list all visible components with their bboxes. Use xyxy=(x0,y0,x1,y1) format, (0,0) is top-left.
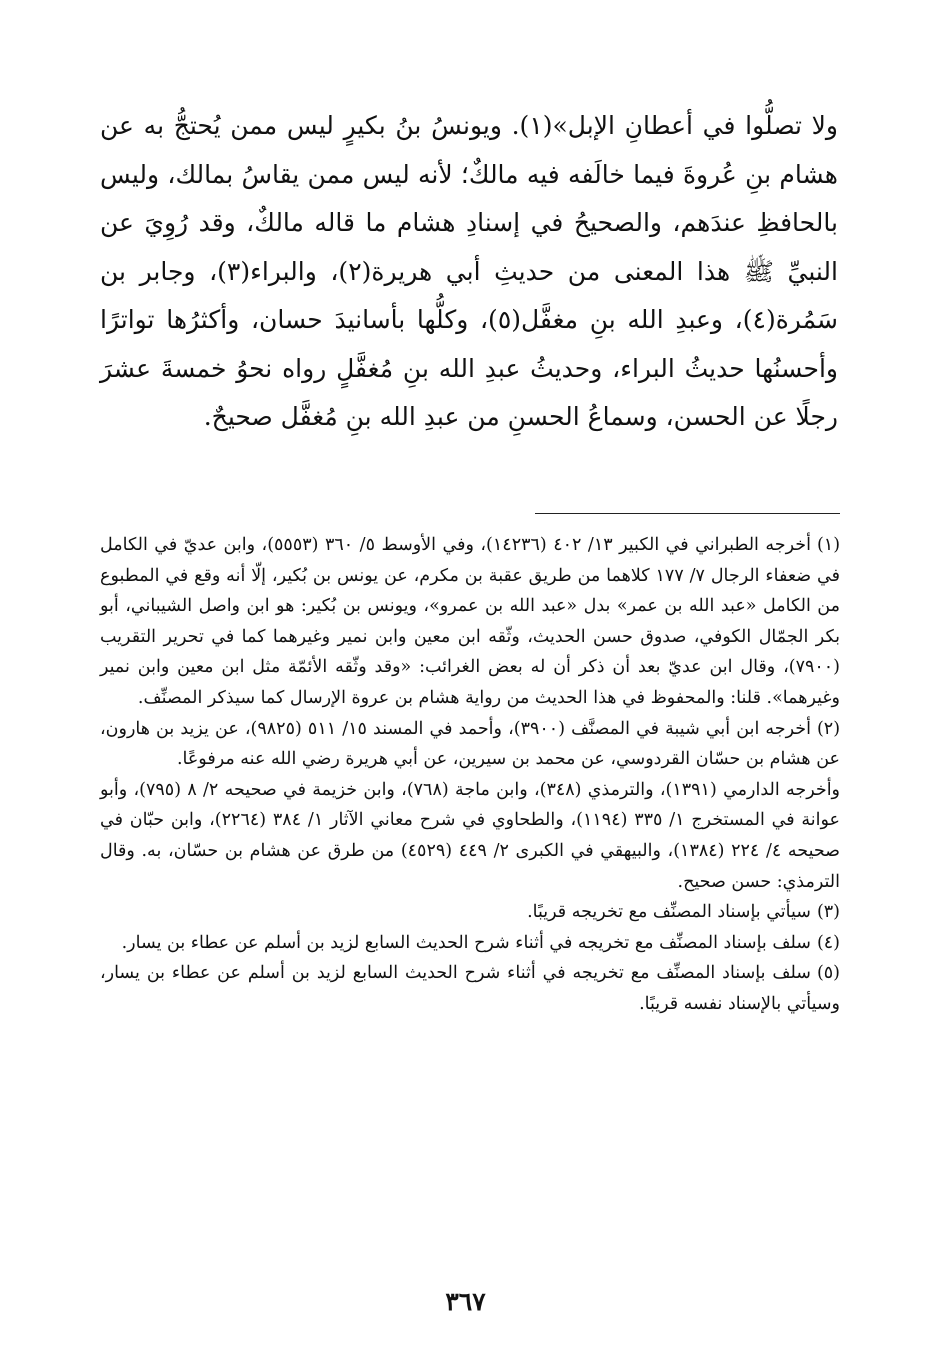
footnote-number: (٣) xyxy=(816,902,840,923)
footnote-2 xyxy=(100,714,840,775)
footnote-4 xyxy=(100,928,840,959)
footnote-text: أخرجه الطبراني في الكبير ١٣/ ٤٠٢ (١٤٢٣٦)، وفي الأوسط ٥/ ٣٦٠ (٥٥٥٣)، وابن عديّ في الكامل في ضعفاء الرجال ٧/ ١٧٧ كلاهما من طريق عقبة بن مكرم، عن يونس بن بُكير، إلّا أنه وقع في المطبوع من الكامل «عبد الله بن عمر» بدل «عبد الله بن عمرو»، ويونس بن بُكير: هو ابن واصل الشيباني، أبو بكر الجمّال الكوفي، صدوق حسن الحديث، وثّقه ابن معين وابن نمير وغيرهما كما في تحرير التقريب (٧٩٠٠)، وقال ابن عديّ بعد أن ذكر أن له بعض الغرائب: «وقد وثّقه الأئمّة مثل ابن معين وابن نمير وغيرهما». قلنا: والمحفوظ في هذا الحديث من رواية هشام بن عروة الإرسال كما سيذكر المصنِّف. xyxy=(100,535,840,708)
footnote-number: (٤) xyxy=(816,932,840,953)
footnote-5 xyxy=(100,958,840,1019)
footnotes-section xyxy=(100,530,840,1020)
footnote-number: (١) xyxy=(816,535,841,555)
footnote-number: (٥) xyxy=(816,963,840,984)
main-paragraph: ولا تصلُّوا في أعطانِ الإبل»(١). ويونسُ بنُ بكيرٍ ليس ممن يُحتجُّ به عن هشام بنِ عُروةَ فيما خالَفه فيه مالكٌ؛ لأنه ليس ممن يقاسُ بمالك، وليس بالحافظِ عندَهم، والصحيحُ في إسنادِ هشام ما قاله مالكٌ، وقد رُوِيَ عن النبيِّ ﷺ هذا المعنى من حديثِ أبي هريرة(٢)، والبراء(٣)، وجابر بن سَمُرة(٤)، وعبدِ الله بنِ مغفَّل(٥)، وكلُّها بأسانيدَ حسان، وأكثرُها تواترًا وأحسنُها حديثُ البراء، وحديثُ عبدِ الله بنِ مُغفَّلٍ رواه نحوُ خمسةَ عشرَ رجلًا عن الحسن، وسماعُ الحسنِ من عبدِ الله بنِ مُغفَّل صحيحٌ. xyxy=(100,111,839,431)
footnote-text: سلف بإسناد المصنِّف مع تخريجه في أثناء شرح الحديث السابع لزيد بن أسلم عن عطاء بن يسار. xyxy=(121,932,811,953)
footnote-1 xyxy=(100,530,840,714)
footnote-text: سلف بإسناد المصنِّف مع تخريجه في أثناء شرح الحديث السابع لزيد بن أسلم عن عطاء بن يسار، وسيأتي بالإسناد نفسه قريبًا. xyxy=(100,963,840,1014)
footnote-divider xyxy=(535,513,840,514)
footnote-text: أخرجه ابن أبي شيبة في المصنَّف (٣٩٠٠)، وأحمد في المسند ١٥/ ٥١١ (٩٨٢٥)، عن يزيد بن هارون، عن هشام بن حسّان القردوسي، عن محمد بن سيرين، عن أبي هريرة رضي الله عنه مرفوعًا. xyxy=(100,718,840,770)
footnote-text: سيأتي بإسناد المصنِّف مع تخريجه قريبًا. xyxy=(527,902,811,923)
footnote-2-continuation: وأخرجه الدارمي (١٣٩١)، والترمذي (٣٤٨)، وابن ماجة (٧٦٨)، وابن خزيمة في صحيحه ٢/ ٨ (٧٩٥)، وأبو عوانة في المستخرج ١/ ٣٣٥ (١١٩٤)، والطحاوي في شرح معاني الآثار ١/ ٣٨٤ (٢٢٦٤)، وابن حبّان في صحيحه ٤/ ٢٢٤ (١٣٨٤)، والبيهقي في الكبرى ٢/ ٤٤٩ (٤٥٢٩) من طرق عن هشام بن حسّان، به. وقال الترمذي: حسن صحيح. xyxy=(100,779,841,892)
page-number: ٣٦٧ xyxy=(445,1287,486,1316)
footnote-number: (٢) xyxy=(816,718,841,739)
main-text-block xyxy=(100,102,838,442)
footnote-3 xyxy=(100,897,840,928)
